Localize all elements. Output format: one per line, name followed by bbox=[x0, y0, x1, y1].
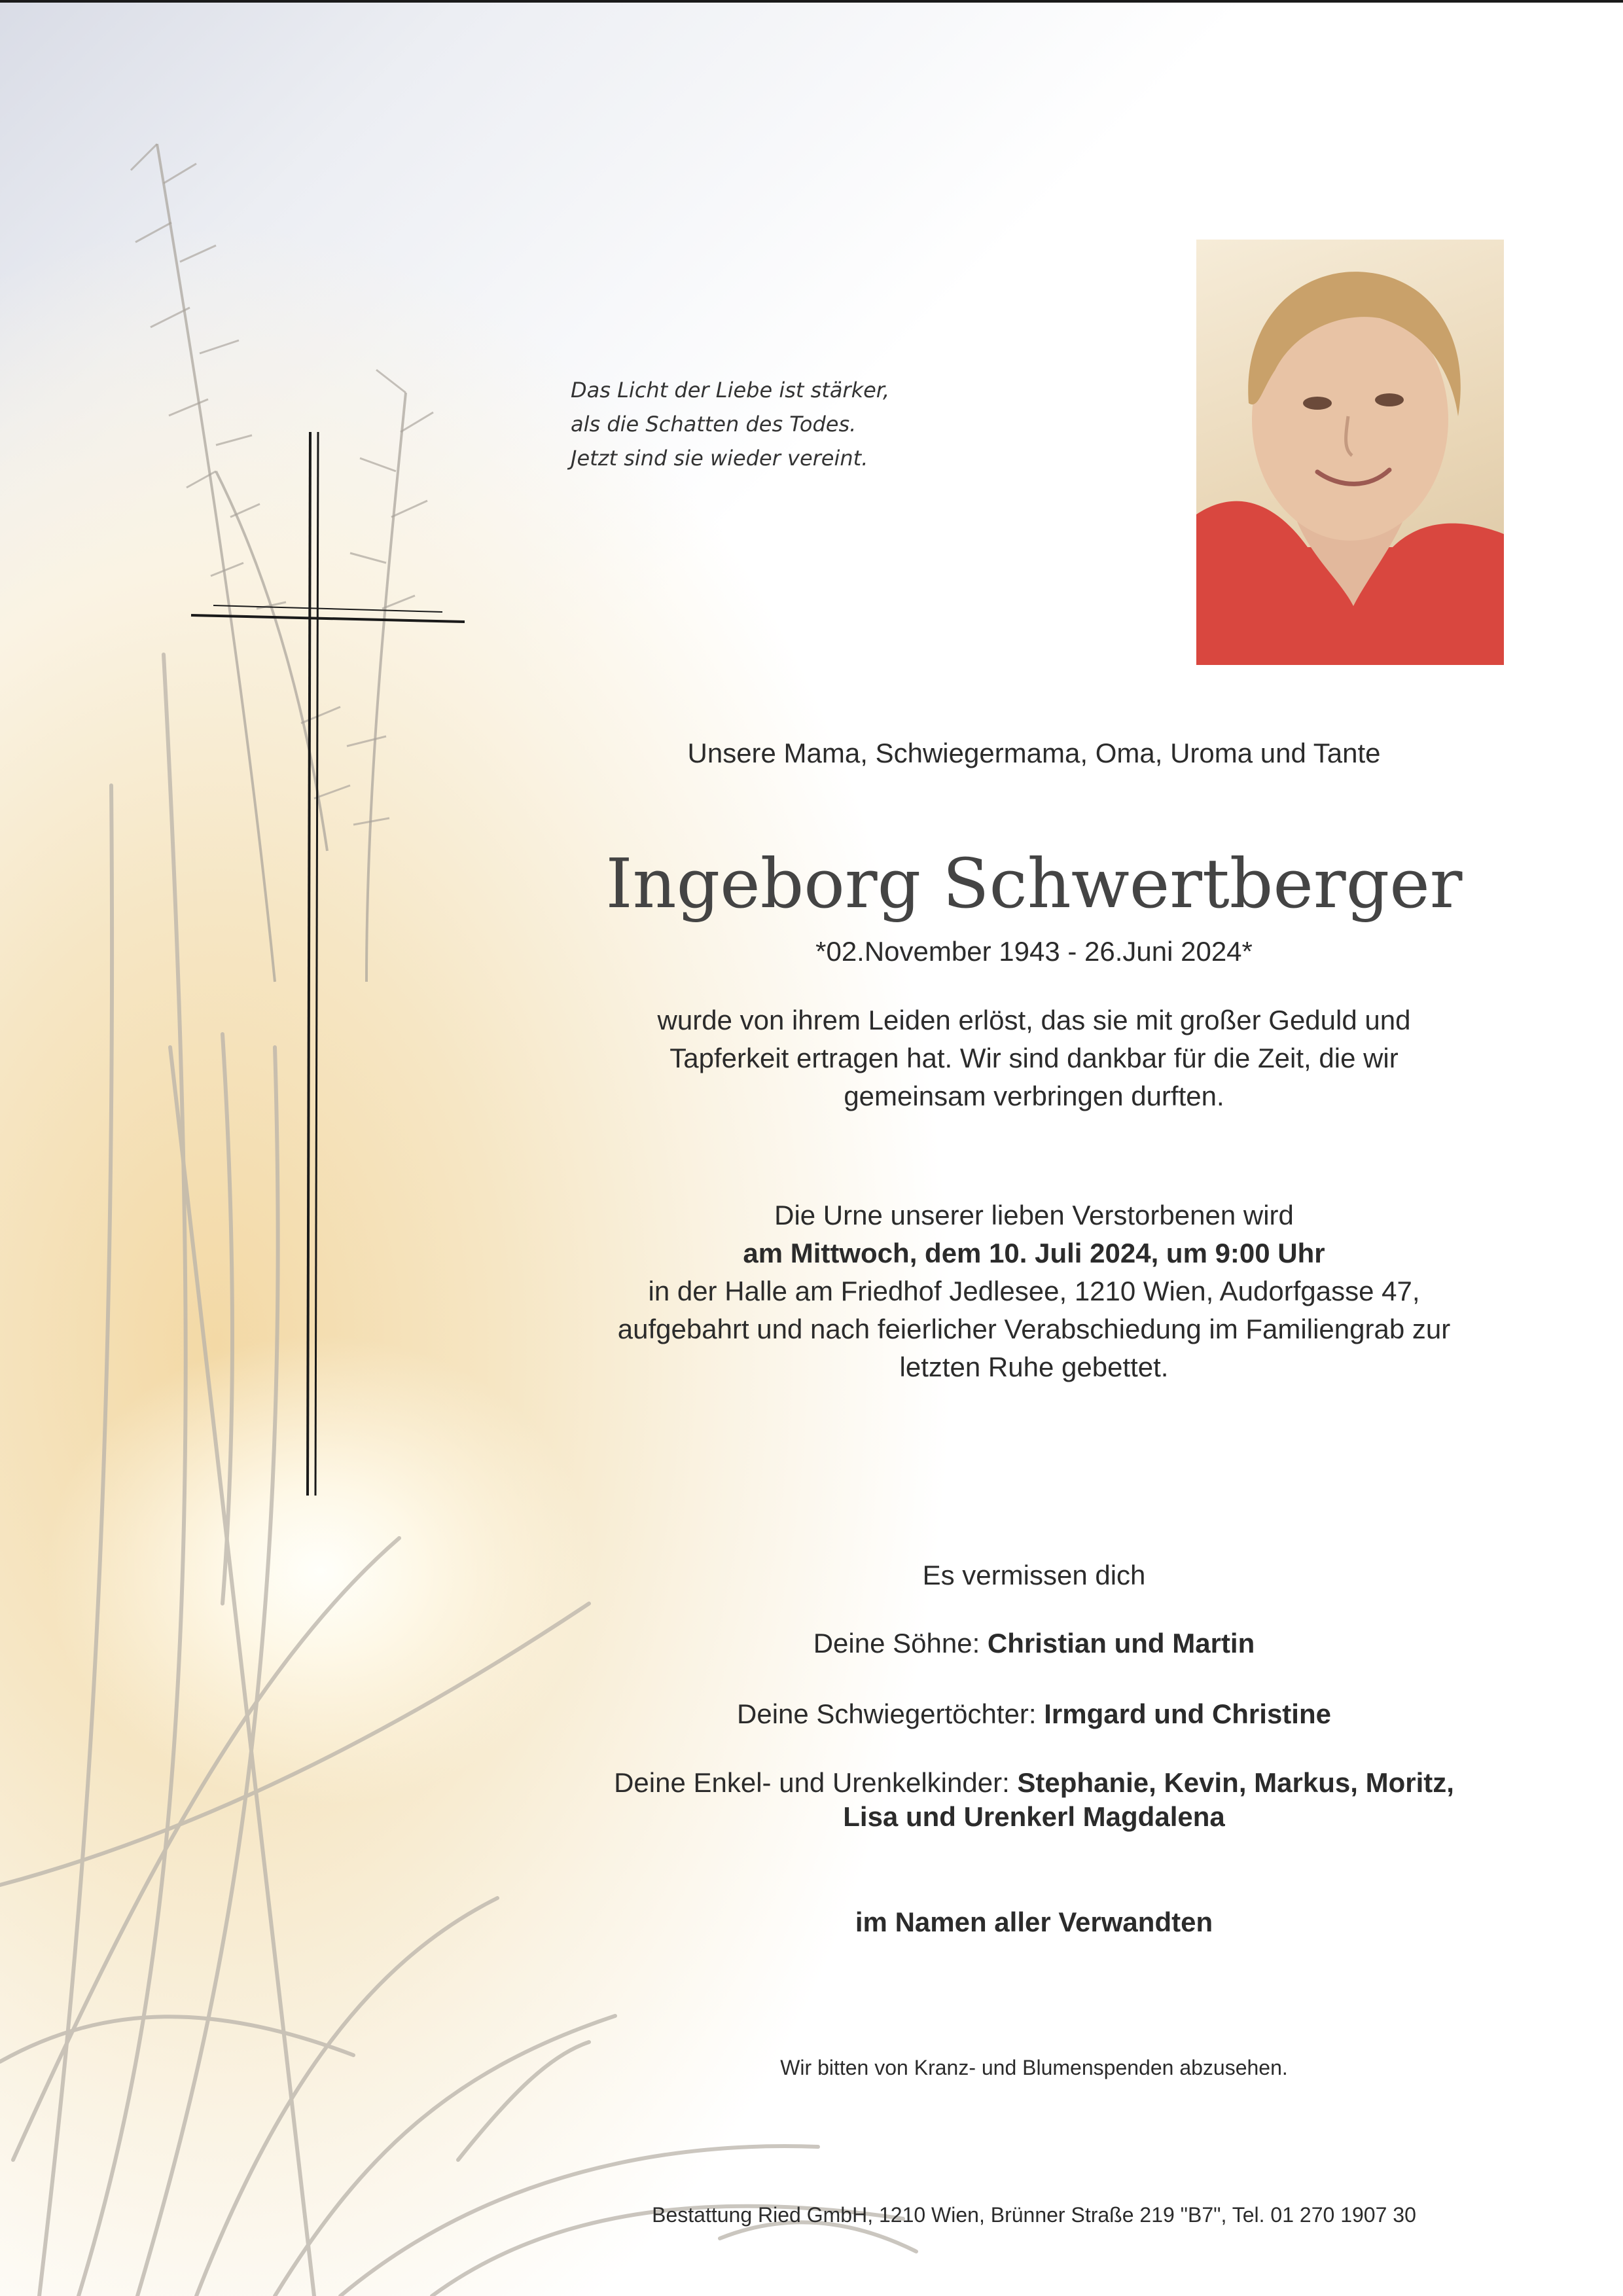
quote-line: Jetzt sind sie wieder vereint. bbox=[571, 446, 868, 471]
mourners-intro: Es vermissen dich bbox=[922, 1560, 1146, 1590]
obituary-paragraph bbox=[556, 1001, 1512, 1115]
funeral-date-time: am Mittwoch, dem 10. Juli 2024, um 9:00 Uhr bbox=[743, 1238, 1325, 1268]
portrait-photo bbox=[1196, 240, 1504, 665]
relationship-intro: Unsere Mama, Schwiegermama, Oma, Uroma und Tante bbox=[687, 738, 1381, 768]
family-sons bbox=[556, 1624, 1512, 1662]
paragraph-line: gemeinsam verbringen durften. bbox=[844, 1081, 1224, 1111]
family-daughters-in-law bbox=[556, 1695, 1512, 1733]
family-names: Stephanie, Kevin, Markus, Moritz, bbox=[1017, 1767, 1454, 1798]
grass-seed-heads bbox=[131, 144, 433, 825]
funeral-location: in der Halle am Friedhof Jedlesee, 1210 Wien, Audorfgasse 47, bbox=[648, 1276, 1420, 1306]
paragraph-line: Tapferkeit ertragen hat. Wir sind dankbar für die Zeit, die wir bbox=[669, 1043, 1399, 1073]
life-dates: *02.November 1943 - 26.Juni 2024* bbox=[815, 936, 1253, 967]
funeral-details bbox=[556, 1196, 1512, 1386]
paragraph-line: wurde von ihrem Leiden erlöst, das sie mit großer Geduld und bbox=[657, 1005, 1411, 1035]
funeral-home-footer: Bestattung Ried GmbH, 1210 Wien, Brünner Straße 219 "B7", Tel. 01 270 1907 30 bbox=[652, 2203, 1416, 2227]
quote-line: Das Licht der Liebe ist stärker, bbox=[571, 378, 890, 403]
quote-line: als die Schatten des Todes. bbox=[571, 412, 857, 437]
signature: im Namen aller Verwandten bbox=[855, 1907, 1213, 1937]
family-names: Lisa und Urenkerl Magdalena bbox=[843, 1801, 1225, 1832]
family-label: Deine Schwiegertöchter: bbox=[737, 1698, 1037, 1729]
grass-stems bbox=[157, 144, 406, 982]
family-label: Deine Enkel- und Urenkelkinder: bbox=[614, 1767, 1010, 1798]
memorial-quote bbox=[571, 373, 911, 475]
family-names: Irmgard und Christine bbox=[1044, 1698, 1331, 1729]
flower-donation-note: Wir bitten von Kranz- und Blumenspenden abzusehen. bbox=[780, 2056, 1288, 2079]
deceased-name: Ingeborg Schwertberger bbox=[605, 844, 1463, 924]
family-grandchildren bbox=[556, 1766, 1512, 1834]
funeral-line: Die Urne unserer lieben Verstorbenen wird bbox=[774, 1200, 1294, 1230]
portrait-illustration bbox=[1196, 240, 1504, 665]
funeral-line: aufgebahrt und nach feierlicher Verabschiedung im Familiengrab zur bbox=[617, 1314, 1451, 1344]
funeral-line: letzten Ruhe gebettet. bbox=[899, 1352, 1169, 1382]
family-names: Christian und Martin bbox=[987, 1628, 1255, 1659]
family-label: Deine Söhne: bbox=[813, 1628, 980, 1659]
